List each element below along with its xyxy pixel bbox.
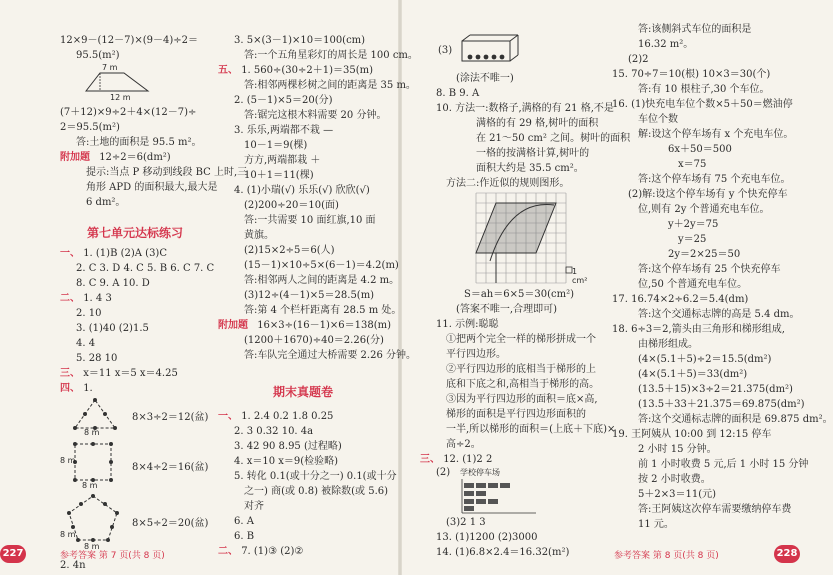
answer-line: ③因为平行四边形的面积＝底×高,: [446, 394, 598, 405]
answer-line: 4. (1)小瑞(√) 乐乐(√) 欣欣(√): [234, 185, 370, 196]
answer-line: 10. 方法一:数格子,满格的有 21 格,不是: [436, 103, 614, 114]
answer-line: 答:土地的面积是 95.5 m²。: [76, 137, 202, 148]
section-marker: 三、: [420, 454, 440, 465]
answer-text: x＝11 x＝5 x＝4.25: [83, 368, 178, 379]
answer-line: 解:设这个停车场有 x 个充电车位。: [638, 129, 794, 140]
answer-line: 3. 5×(3－1)×10＝100(cm): [234, 35, 366, 46]
answer-line: 18. 6÷3＝2,箭头由三角形和梯形组成,: [612, 324, 785, 335]
answer-line: 一格的按满格计算,树叶的: [476, 148, 590, 159]
answer-line: 13. (1)1200 (2)3000: [436, 532, 538, 543]
answer-line: 10＋1＝11(棵): [244, 170, 314, 181]
answer-line: 8. C 9. A 10. D: [76, 278, 150, 289]
answer-line: [60, 366, 210, 381]
answer-line: 答:该侧斜式车位的面积是: [638, 24, 752, 35]
triangle-answer: 8×3÷2＝12(盆): [132, 412, 209, 423]
answer-line: 答:一共需要 10 面红旗,10 面: [244, 215, 376, 226]
answer-line: 6 dm²。: [86, 197, 126, 208]
coloring-figure: [420, 33, 590, 71]
answer-line: 11 元。: [638, 519, 674, 530]
answer-line: 满格的有 29 格,树叶的面积: [476, 118, 599, 129]
answer-line: 95.5(m²): [76, 50, 120, 61]
answer-line: (2)解:设这个停车场有 y 个快充停车: [628, 189, 788, 200]
answer-text: 1. 560÷(30÷2＋1)＝35(m): [241, 65, 374, 76]
answer-line: y＝25: [678, 234, 707, 245]
unit-title: 第七单元达标练习: [86, 226, 183, 240]
answer-line: 2. (5－1)×5＝20(分): [234, 95, 333, 106]
answer-line: 6. B: [234, 531, 255, 542]
square-side-label: 8 m: [82, 481, 98, 490]
answer-text: 1. 4 3: [83, 293, 112, 304]
pentagon-answer: 8×5÷2＝20(盆): [132, 518, 209, 529]
answer-text: 7. (1)③ (2)②: [241, 546, 304, 557]
answer-line: 答:一个五角星彩灯的周长是 100 cm。: [244, 50, 418, 61]
trapezoid-figure: [76, 63, 210, 105]
answer-line: 角形 APD 的面积最大,最大是: [86, 182, 218, 193]
answer-line: 答:锯完这根木料需要 20 分钟。: [244, 110, 387, 121]
answer-line: 答:相邻两人之间的距离是 4.2 m。: [244, 275, 400, 286]
column-4: [612, 22, 833, 532]
answer-line: 车位个数: [638, 114, 678, 125]
square-side-label: 8 m: [60, 456, 76, 465]
final-exam-title: 期末真题卷: [272, 385, 333, 399]
answer-text: 1. 2.4 0.2 1.8 0.25: [241, 411, 334, 422]
answer-line: [420, 452, 590, 467]
answer-line: (4×(5.1＋5)÷2＝15.5(dm²): [638, 354, 772, 365]
answer-line: 一半,所以梯形的面积＝(上底＋下底)×: [446, 424, 616, 435]
answer-line: 位,则有 2y 个普通充电车位。: [638, 204, 770, 215]
extra-question-line: [60, 150, 210, 165]
parking-chart-title: 学校停车场: [460, 468, 500, 477]
answer-line: 面积大约是 35.5 cm²。: [476, 163, 584, 174]
answer-line: (1200＋1670)÷40＝2.26(分): [244, 335, 384, 346]
answer-line: 按 2 小时收费。: [638, 474, 711, 485]
answer-line: 前 1 小时收费 5 元,后 1 小时 15 分钟: [638, 459, 809, 470]
answer-line: 5. 转化 0.1(或十分之一) 0.1(或十分: [234, 471, 397, 482]
answer-line: 对齐: [244, 501, 264, 512]
answer-line: 底和下底之和,高相当于梯形的高。: [446, 379, 600, 390]
answer-line: 2＝95.5(m²): [60, 122, 120, 133]
answer-line: 之一) 商(或 0.8) 被除数(或 5.6): [244, 486, 389, 497]
answer-line: 2. C 3. D 4. C 5. B 6. C 7. C: [76, 263, 215, 274]
answer-line: [218, 409, 388, 424]
answer-text: (3): [438, 45, 453, 56]
answer-line: (涂法不唯一): [456, 73, 514, 84]
answer-line: 16.32 m²。: [638, 39, 694, 50]
answer-line: 6x＋50＝500: [668, 144, 732, 155]
page-number-left: 227: [0, 545, 26, 563]
footer-left: 参考答案 第 7 页(共 8 页): [60, 551, 165, 561]
answer-line: 12×9－(12－7)×(9－4)÷2＝: [60, 35, 199, 46]
answer-line: (3)2 1 3: [446, 517, 486, 528]
answer-line: 答:第 4 个栏杆距离有 28.5 m 处。: [244, 305, 402, 316]
answer-line: 答:这个停车场有 25 个快充停车: [638, 264, 781, 275]
answer-line: 2y＝2×25＝50: [668, 249, 741, 260]
answer-line: 15. 70÷7＝10(根) 10×3＝30(个): [612, 69, 771, 80]
answer-line: [60, 246, 210, 261]
answer-line: 2 小时 15 分钟。: [638, 444, 717, 455]
trapezoid-top-label: 7 m: [102, 63, 118, 72]
answer-line: 8. B 9. A: [436, 88, 480, 99]
answer-line: 3. 乐乐,两端都不栽 —: [234, 125, 334, 136]
answer-line: 答:这个交通标志牌的高是 5.4 dm。: [638, 309, 800, 320]
answer-line: (15－1)×10÷5×(6－1)＝4.2(m): [244, 260, 399, 271]
answer-line: 梯形的面积是平行四边形面积的: [446, 409, 586, 420]
pentagon-side-label: 8 m: [84, 542, 100, 551]
answer-line: 19. 王阿姨从 10:00 到 12:15 停车: [612, 429, 772, 440]
answer-line: 2. 3 0.32 10. 4a: [234, 426, 314, 437]
trapezoid-bottom-label: 12 m: [110, 93, 131, 102]
extra-question-label: 附加题: [60, 152, 90, 163]
answer-line: 5＋2×3＝11(元): [638, 489, 716, 500]
section-marker: 一、: [218, 411, 238, 422]
answer-line: 答:这个交通标志牌的面积是 69.875 dm²。: [638, 414, 833, 425]
answer-line: (2)2: [628, 54, 649, 65]
answer-text: 16×3÷(16－1)×6＝138(m): [257, 320, 392, 331]
answer-line: 高÷2。: [446, 439, 481, 450]
answer-line: ②平行四边形的底相当于梯形的上: [446, 364, 596, 375]
answer-text: 12÷2＝6(dm²): [99, 152, 171, 163]
answer-line: 提示:当点 P 移动到线段 BC 上时,三: [86, 167, 248, 178]
page-number-right: 228: [774, 545, 800, 563]
answer-line: 14. (1)6.8×2.4＝16.32(m²): [436, 547, 570, 558]
answer-line: 在 21～50 cm² 之间。树叶的面积: [476, 133, 631, 144]
column-3: [420, 33, 631, 560]
answer-line: 16. (1)快充电车位个数×5＋50＝燃油停: [612, 99, 793, 110]
square-answer: 8×4÷2＝16(盆): [132, 462, 209, 473]
answer-line: [60, 291, 210, 306]
answer-line: (4×(5.1＋5)＝33(dm²): [638, 369, 748, 380]
section-marker: 四、: [60, 383, 80, 394]
answer-line: 3. 42 90 8.95 (过程略): [234, 441, 342, 452]
pentagon-side-label: 8 m: [60, 530, 76, 539]
answer-line: (13.5＋33＋21.375＝69.875(dm²): [638, 399, 805, 410]
answer-text: (2): [436, 467, 451, 478]
triangle-figure: [60, 396, 210, 438]
answer-line: 10－1＝9(棵): [244, 140, 308, 151]
column-2: [218, 33, 418, 559]
answer-line: 答:这个停车场有 75 个充电车位。: [638, 174, 791, 185]
answer-line: ①把两个完全一样的梯形拼成一个: [446, 334, 596, 345]
answer-line: 方方,两端都栽 ＋: [244, 155, 321, 166]
answer-line: 答:王阿姨这次停车需要缴纳停车费: [638, 504, 792, 515]
answer-line: 5. 28 10: [76, 353, 118, 364]
section-marker: 二、: [60, 293, 80, 304]
answer-line: 由梯形组成。: [638, 339, 698, 350]
answer-line: 答:车队完全通过大桥需要 2.26 分钟。: [244, 350, 416, 361]
answer-line: (7＋12)×9÷2＋4×(12－7)÷: [60, 107, 197, 118]
answer-text: 12. (1)2 2: [443, 454, 493, 465]
extra-question-label: 附加题: [218, 320, 248, 331]
parking-chart-figure: [420, 467, 590, 515]
leaf-grid-figure: [420, 191, 590, 287]
answer-line: 4. x＝10 x＝9(检验略): [234, 456, 339, 467]
answer-line: 2. 4n: [60, 560, 86, 571]
answer-line: (答案不唯一,合理即可): [456, 304, 557, 315]
section-marker: 五、: [218, 65, 238, 76]
answer-line: (3)12÷(4－1)×5＝28.5(m): [244, 290, 375, 301]
section-marker: 一、: [60, 248, 80, 259]
square-figure: [60, 438, 210, 492]
answer-line: (2)15×2÷5＝6(人): [244, 245, 335, 256]
answer-line: S＝ah＝6×5＝30(cm²): [464, 289, 574, 300]
answer-line: (13.5＋15)×3÷2＝21.375(dm²): [638, 384, 793, 395]
grid-unit-label: 1 cm²: [572, 267, 588, 285]
answer-line: 答:相邻两棵杉树之间的距离是 35 m。: [244, 80, 416, 91]
pentagon-figure: [60, 492, 210, 552]
answer-text: 1. (1)B (2)A (3)C: [83, 248, 167, 259]
answer-line: [218, 544, 388, 559]
answer-line: 6. A: [234, 516, 254, 527]
answer-line: 平行四边形。: [446, 349, 506, 360]
answer-line: y＋2y＝75: [668, 219, 719, 230]
answer-line: 3. (1)40 (2)1.5: [76, 323, 149, 334]
section-marker: 二、: [218, 546, 238, 557]
answer-line: [60, 381, 210, 396]
answer-line: 位,50 个普通充电车位。: [638, 279, 748, 290]
answer-line: 黄旗。: [244, 230, 274, 241]
answer-line: 11. 示例:聪聪: [436, 319, 499, 330]
answer-text: 1.: [83, 383, 93, 394]
extra-question-line: [218, 318, 392, 333]
answer-line: (2)200÷20＝10(面): [244, 200, 339, 211]
answer-line: 方法二:作近似的规则图形。: [446, 178, 570, 189]
answer-line: x＝75: [678, 159, 707, 170]
answer-line: 2. 10: [76, 308, 102, 319]
footer-right: 参考答案 第 8 页(共 8 页): [614, 551, 719, 561]
answer-line: 17. 16.74×2÷6.2＝5.4(dm): [612, 294, 749, 305]
answer-line: [218, 63, 388, 78]
triangle-side-label: 8 m: [84, 428, 100, 437]
answer-line: 答:有 10 根柱子,30 个车位。: [638, 84, 770, 95]
section-marker: 三、: [60, 368, 80, 379]
answer-line: 4. 4: [76, 338, 96, 349]
